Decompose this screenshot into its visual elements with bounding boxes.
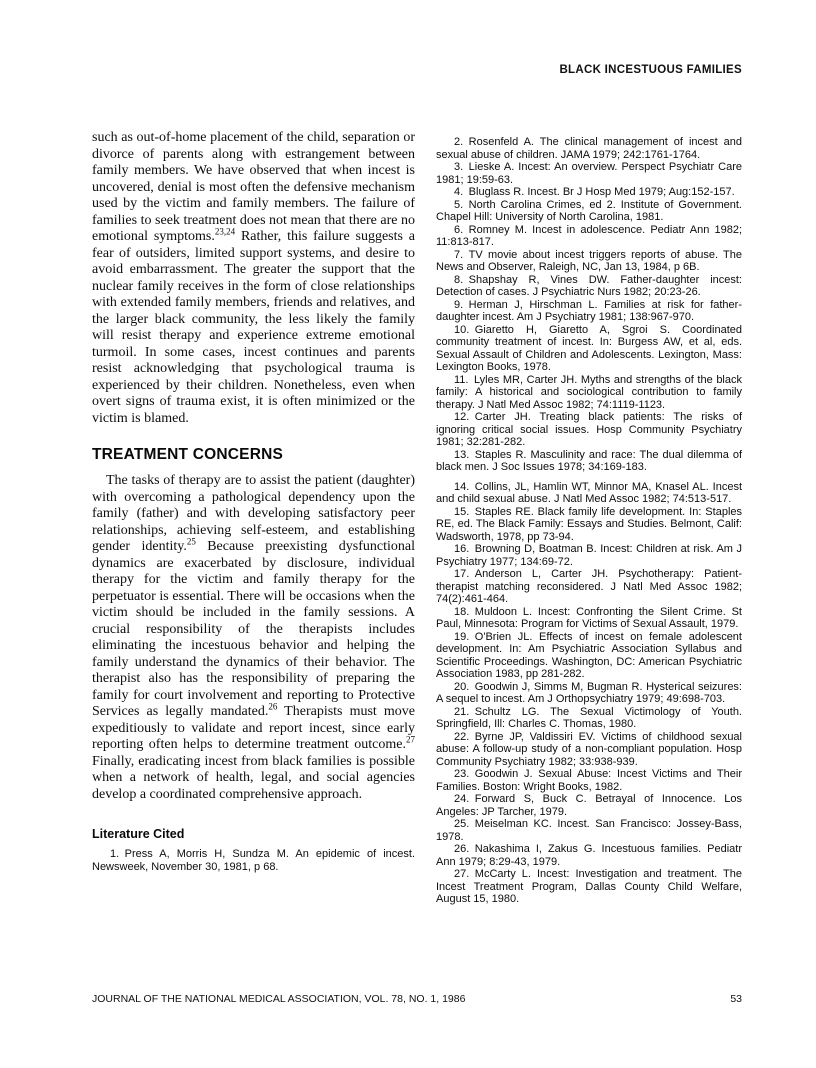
- reference-item: 25. Meiselman KC. Incest. San Francisco: Jossey-Bass, 1978.: [436, 818, 742, 843]
- reference-item: 11. Lyles MR, Carter JH. Myths and strengths of the black family: A historical and sociological contribution to family therapy. J Natl Med Assoc 1982; 74:1119-1123.: [436, 373, 742, 411]
- reference-item: 9. Herman J, Hirschman L. Families at risk for father-daughter incest. Am J Psychiatry 1981; 138:967-970.: [436, 298, 742, 323]
- reference-item: 15. Staples RE. Black family life development. In: Staples RE, ed. The Black Family: Essays and Studies. Belmont, Calif: Wadsworth, 1978, pp 73-94.: [436, 505, 742, 543]
- reference-item: 23. Goodwin J. Sexual Abuse: Incest Victims and Their Families. Boston: Wright Books, 1982.: [436, 768, 742, 793]
- section-heading-treatment-concerns: TREATMENT CONCERNS: [92, 446, 284, 463]
- reference-item: 1. Press A, Morris H, Sundza M. An epidemic of incest. Newsweek, November 30, 1981, p 68.: [92, 848, 415, 873]
- reference-item: 14. Collins, JL, Hamlin WT, Minnor MA, Knasel AL. Incest and child sexual abuse. J Natl Med Assoc 1982; 74:513-517.: [436, 480, 742, 505]
- reference-item: 7. TV movie about incest triggers reports of abuse. The News and Observer, Raleigh, NC, Jan 13, 1984, p 6B.: [436, 248, 742, 273]
- reference-item: 26. Nakashima I, Zakus G. Incestuous families. Pediatr Ann 1979; 8:29-43, 1979.: [436, 843, 742, 868]
- citation-superscript: 23,24: [214, 226, 236, 237]
- reference-item: 3. Lieske A. Incest: An overview. Perspect Psychiatr Care 1981; 19:59-63.: [436, 161, 742, 186]
- reference-item: 18. Muldoon L. Incest: Confronting the Silent Crime. St Paul, Minnesota: Program for Victims of Sexual Assault, 1979.: [436, 605, 742, 630]
- reference-item: 16. Browning D, Boatman B. Incest: Children at risk. Am J Psychiatry 1977; 134:69-72.: [436, 543, 742, 568]
- citation-superscript: 27: [406, 734, 415, 745]
- page-footer: [92, 993, 742, 1005]
- reference-item: 10. Giaretto H, Giaretto A, Sgroi S. Coordinated community treatment of incest. In: Burgess AW, et al, eds. Sexual Assault of Children and Adolescents. Lexington, Mass: Lexington Books, 1978.: [436, 323, 742, 373]
- reference-item: 13. Staples R. Masculinity and race: The dual dilemma of black men. J Soc Issues 1978; 34:169-183.: [436, 448, 742, 473]
- references-list: [436, 136, 742, 906]
- reference-item: 19. O'Brien JL. Effects of incest on female adolescent development. In: Am Psychiatric Association Syllabus and Scientific Proceedings. Washington, DC: American Psychiatric Association 1983, pp 281-282.: [436, 630, 742, 680]
- reference-item: 27. McCarty L. Incest: Investigation and treatment. The Incest Treatment Program, Dallas County Child Welfare, August 15, 1980.: [436, 868, 742, 905]
- citation-superscript: 25: [186, 536, 196, 547]
- citation-superscript: 26: [268, 701, 278, 712]
- continuation-paragraph: such as out-of-home placement of the child, separation or divorce of parents along with estrangement between family members. We have observed that when incest is uncovered, denial is most often the defensive mechanism used by the victim and family members. The failure of families to seek treatment does not mean that there are no emotional symptoms.$^{23,24}$ Rather, this failure suggests a fear of outsiders, limited support systems, and desire to avoid embarrassment. The greater the support that the nuclear family receives in the form of close relationships with extended family members, friends and relatives, and the larger black community, the less likely the family will resist therapy and experience extreme emotional turmoil. In some cases, incest continues and parents resist acknowledging that psychological trauma is experienced by their children. Nonetheless, even when overt signs of trauma exist, it is often minimized or the victim is blamed.: [92, 130, 415, 426]
- reference-item: 20. Goodwin J, Simms M, Bugman R. Hysterical seizures: A sequel to incest. Am J Orthopsychiatry 1979; 49:698-703.: [436, 680, 742, 705]
- literature-cited-list: [92, 848, 415, 873]
- reference-item: 12. Carter JH. Treating black patients: The risks of ignoring critical social issues. Hosp Community Psychiatry 1981; 32:281-282.: [436, 411, 742, 448]
- page-columns: [92, 130, 742, 906]
- reference-item: 22. Byrne JP, Valdissiri EV. Victims of childhood sexual abuse: A follow-up study of a non-compliant population. Hosp Community Psychiatry 1982; 33:938-939.: [436, 730, 742, 768]
- literature-cited-heading: Literature Cited: [92, 827, 185, 841]
- reference-item: 6. Romney M. Incest in adolescence. Pediatr Ann 1982; 11:813-817.: [436, 223, 742, 248]
- running-head: BLACK INCESTUOUS FAMILIES: [559, 64, 742, 76]
- reference-item: 24. Forward S, Buck C. Betrayal of Innocence. Los Angeles: JP Tarcher, 1979.: [436, 793, 742, 818]
- reference-item: 4. Bluglass R. Incest. Br J Hosp Med 1979; Aug:152-157.: [454, 186, 735, 198]
- reference-item: 5. North Carolina Crimes, ed 2. Institute of Government. Chapel Hill: University of North Carolina, 1981.: [436, 198, 742, 223]
- treatment-concerns-paragraph: The tasks of therapy are to assist the patient (daughter) with overcoming a pathological dependency upon the family (father) and with developing satisfactory peer relationships, achieving self-esteem, and establishing gender identity.$^{25}$ Because preexisting dysfunctional dynamics are exacerbated by disclosure, individual therapy for the victim and family therapy for the perpetuator is essential. There will be occasions when the victim should be included in the family sessions. A crucial responsibility of the therapists includes eliminating the incestuous behavior and helping the family understand the dynamics of their behavior. The therapist also has the responsibility of preparing the family for court involvement and reporting to Protective Services as legally mandated.$^{26}$ Therapists must move expeditiously to validate and report incest, since early reporting often helps to determine treatment outcome.$^{27}$ Finally, eradicating incest from black families is possible when a network of health, legal, and social agencies develop a coordinated comprehensive approach.: [92, 473, 415, 802]
- reference-item: 21. Schultz LG. The Sexual Victimology of Youth. Springfield, Ill: Charles C. Thomas, 1980.: [436, 705, 742, 730]
- reference-item: 2. Rosenfeld A. The clinical management of incest and sexual abuse of children. JAMA 1979; 242:1761-1764.: [436, 136, 742, 161]
- reference-item: 8. Shapshay R, Vines DW. Father-daughter incest: Detection of cases. J Psychiatric Nurs 1982; 20:23-26.: [436, 273, 742, 298]
- left-column: [92, 130, 415, 906]
- footer-page-number: 53: [730, 993, 742, 1005]
- footer-journal-line: JOURNAL OF THE NATIONAL MEDICAL ASSOCIATION, VOL. 78, NO. 1, 1986: [92, 993, 466, 1005]
- right-column: [436, 130, 742, 906]
- reference-item: 17. Anderson L, Carter JH. Psychotherapy: Patient-therapist matching reconsidered. J Natl Med Assoc 1982; 74(2):461-464.: [436, 568, 742, 605]
